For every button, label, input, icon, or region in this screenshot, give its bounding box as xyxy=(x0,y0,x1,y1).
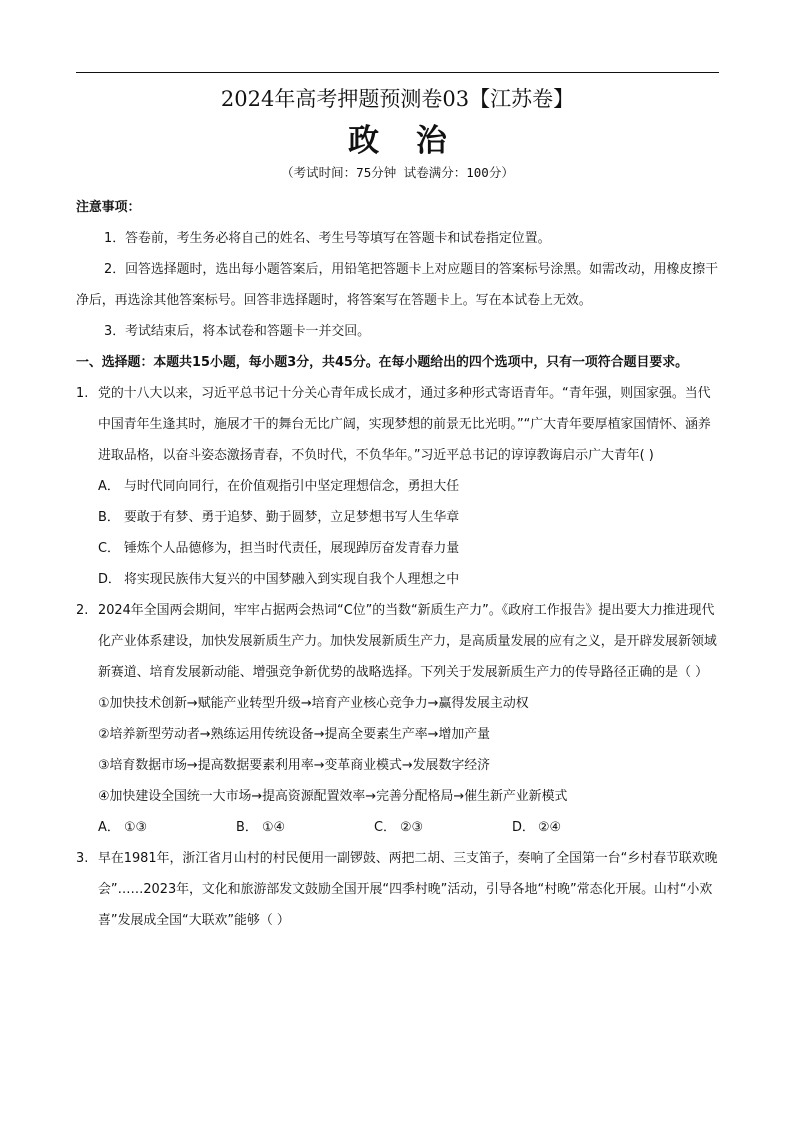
option-letter: A． xyxy=(98,820,120,835)
question-1-option-a xyxy=(76,471,720,502)
option-text: 要敢于有梦、勇于追梦、勤于圆梦，立足梦想书写人生华章 xyxy=(124,510,460,525)
option-letter: C． xyxy=(98,541,120,556)
option-letter: B． xyxy=(236,820,258,835)
option-text: 锤炼个人品德修为，担当时代责任，展现踔厉奋发青春力量 xyxy=(124,541,460,556)
question-1-option-c xyxy=(76,533,720,564)
question-2-options xyxy=(76,812,720,843)
question-2-text: 2024年全国两会期间，牢牢占据两会热词“C位”的当数“新质生产力”。《政府工作报告》提出要大力推进现代化产业体系建设，加快发展新质生产力。加快发展新质生产力，是高质量发展的应有之义，是开辟发展新领域新赛道、培育发展新动能、增强竞争新优势的战略选择。下列关于发展新质生产力的传导路径正确的是（ ） xyxy=(98,603,717,680)
exam-content xyxy=(76,192,720,936)
option-text: 与时代同向同行，在价值观指引中坚定理想信念，勇担大任 xyxy=(124,479,460,494)
question-2-statement-1: ①加快技术创新→赋能产业转型升级→培育产业核心竞争力→赢得发展主动权 xyxy=(98,696,529,711)
question-3-text: 早在1981年，浙江省月山村的村民便用一副锣鼓、两把二胡、三支笛子，奏响了全国第一台“乡村春节联欢晚会”……2023年，文化和旅游部发文鼓励全国开展“四季村晚”活动，引导各地“村晚”常态化开展。山村“小欢喜”发展成全国“大联欢”能够（ ） xyxy=(98,851,718,928)
option-text: 将实现民族伟大复兴的中国梦融入到实现自我个人理想之中 xyxy=(124,572,460,587)
option-letter: C． xyxy=(374,820,396,835)
question-1-text: 党的十八大以来，习近平总书记十分关心青年成长成才，通过多种形式寄语青年。“青年强，则国家强。当代中国青年生逢其时，施展才干的舞台无比广阔，实现梦想的前景无比光明。”“广大青年要厚植家国情怀、涵养进取品格，以奋斗姿态激扬青春，不负时代，不负华年。”习近平总书记的谆谆教诲启示广大青年( ) xyxy=(98,386,711,463)
notice-item-2: 2．回答选择题时，选出每小题答案后，用铅笔把答题卡上对应题目的答案标号涂黑。如需改动，用橡皮擦干净后，再选涂其他答案标号。回答非选择题时，将答案写在答题卡上。写在本试卷上无效。 xyxy=(76,262,719,308)
option-letter: D． xyxy=(512,820,535,835)
question-1-option-b xyxy=(76,502,720,533)
option-text: ②③ xyxy=(400,820,424,835)
question-2-option-b xyxy=(236,812,374,843)
question-1-stem xyxy=(76,378,720,471)
question-1-number: 1. xyxy=(76,386,89,401)
question-3-stem xyxy=(76,843,720,936)
question-2-option-a xyxy=(98,812,236,843)
notice-label: 注意事项： xyxy=(76,200,141,215)
option-letter: A． xyxy=(98,479,120,494)
question-2-option-d xyxy=(512,812,650,843)
question-3-number: 3. xyxy=(76,851,89,866)
option-text: ②④ xyxy=(538,820,562,835)
option-text: ①④ xyxy=(262,820,286,835)
notice-item-1: 1．答卷前，考生务必将自己的姓名、考生号等填写在答题卡和试卷指定位置。 xyxy=(104,231,551,246)
section-heading: 一、选择题：本题共15小题，每小题3分，共45分。在每小题给出的四个选项中，只有一项符合题目要求。 xyxy=(76,355,689,370)
exam-info: （考试时间：75分钟 试卷满分：100分） xyxy=(281,165,514,180)
question-2-statement-4: ④加快建设全国统一大市场→提高资源配置效率→完善分配格局→催生新产业新模式 xyxy=(98,789,568,804)
question-1-option-d xyxy=(76,564,720,595)
notice-item-3: 3．考试结束后，将本试卷和答题卡一并交回。 xyxy=(104,324,371,339)
option-letter: B． xyxy=(98,510,120,525)
question-2-option-c xyxy=(374,812,512,843)
question-2-number: 2. xyxy=(76,603,89,618)
question-2-stem xyxy=(76,595,720,688)
option-text: ①③ xyxy=(124,820,148,835)
subject-title: 政 治 xyxy=(348,123,447,159)
exam-title: 2024年高考押题预测卷03【江苏卷】 xyxy=(220,87,575,111)
header-rule xyxy=(76,72,719,73)
question-2-statement-3: ③培育数据市场→提高数据要素利用率→变革商业模式→发展数字经济 xyxy=(98,758,491,773)
question-2-statement-2: ②培养新型劳动者→熟练运用传统设备→提高全要素生产率→增加产量 xyxy=(98,727,491,742)
option-letter: D． xyxy=(98,572,121,587)
